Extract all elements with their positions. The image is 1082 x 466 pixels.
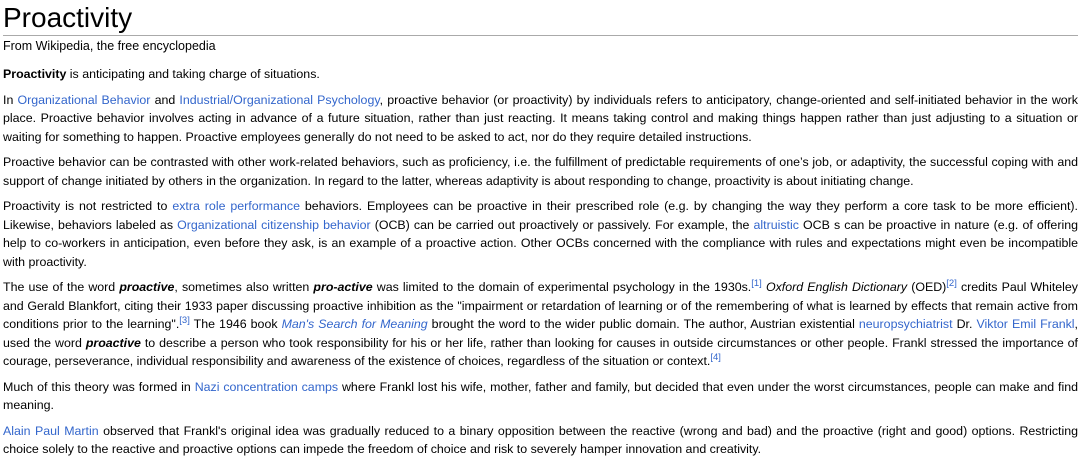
reference-marker — [710, 352, 721, 363]
wiki-link[interactable]: Alain Paul Martin — [3, 423, 99, 438]
reference-link[interactable]: [4] — [710, 351, 721, 363]
paragraph — [3, 91, 1078, 147]
wiki-link-italic[interactable]: Man's Search for Meaning — [281, 317, 428, 331]
text-run: is anticipating and taking charge of situations. — [66, 67, 320, 81]
text-run: , proactive behavior (or proactivity) by individuals refers to anticipatory, change-oriented and self-initiated behavior in the work place. Proactive behavior involves acting in advance of a future situation, rather than just reacting. It means taking control and making things happen rather than just adjusting to a situation or waiting for something to happen. Proactive employees generally do not need to be asked to act, nor do they require detailed instructions. — [3, 92, 1078, 144]
bold-italic-term: pro-active — [313, 280, 373, 294]
reference-marker — [751, 278, 762, 289]
paragraph — [3, 153, 1078, 190]
text-run: was limited to the domain of experimental psychology in the 1930s. — [372, 280, 752, 294]
text-run: (OED) — [907, 280, 947, 294]
text-run: brought the word to the wider public domain. The author, Austrian existential — [427, 317, 859, 331]
text-run: and — [150, 92, 180, 107]
text-run: Proactivity is not restricted to — [3, 199, 173, 213]
paragraph — [3, 197, 1078, 271]
text-run: observed that Frankl's original idea was gradually reduced to a binary opposition between the reactive (wrong and bad) and the proactive (right and good) options. Restricting choice solely to the reactive and proactive options can impede the freedom of choice and risk to severely hamper innovation and creativity. — [3, 423, 1078, 456]
text-run: Much of this theory was formed in — [3, 379, 195, 394]
text-run: The 1946 book — [189, 317, 282, 331]
page-title: Proactivity — [3, 0, 1078, 36]
wiki-link[interactable]: Nazi concentration camps — [194, 379, 339, 394]
wiki-link[interactable]: Viktor Emil Frankl — [976, 317, 1075, 331]
reference-link[interactable]: [3] — [179, 314, 190, 326]
text-run: (OCB) can be carried out proactively or passively. For example, the — [370, 217, 754, 232]
paragraph — [3, 278, 1078, 371]
bold-term: Proactivity — [3, 67, 67, 81]
text-run: In — [3, 92, 18, 107]
wiki-link[interactable]: neuropsychiatrist — [858, 317, 953, 331]
wiki-link[interactable]: Industrial/Organizational Psychology — [179, 92, 380, 107]
site-subtitle: From Wikipedia, the free encyclopedia — [3, 39, 216, 53]
wiki-link[interactable]: altruistic — [753, 217, 799, 232]
text-run: The use of the word — [3, 280, 120, 294]
reference-link[interactable]: [1] — [751, 277, 762, 289]
text-run: Dr. — [952, 317, 977, 331]
italic-title: Oxford English Dictionary — [765, 280, 908, 294]
article-body — [3, 65, 1078, 459]
reference-link[interactable]: [2] — [946, 277, 957, 289]
paragraph — [3, 65, 1078, 84]
reference-marker — [946, 278, 957, 289]
text-run: OCB s can be proactive in nature (e.g. of offering help to co-workers in anticipation, even before they ask, is an example of a proactive action. Other OCBs concerned with the compliance with rules and expectations might even be incompatible with proactivity. — [3, 217, 1078, 269]
text-run: Proactive behavior can be contrasted with other work-related behaviors, such as proficiency, i.e. the fulfillment of predictable requirements of one’s job, or adaptivity, the successful coping with and support of change initiated by others in the organization. In regard to the latter, whereas adaptivity is about responding to change, proactivity is about initiating change. — [3, 155, 1078, 188]
wiki-link[interactable]: extra role performance — [172, 199, 300, 213]
text-run: , used the word — [3, 317, 1078, 350]
text-run: credits Paul Whiteley and Gerald Blankfort, citing their 1933 paper discussing proactive inhibition as the "impairment or retardation of learning or of the remembering of what is learned by effects that remain active from conditions prior to the learning". — [3, 280, 1078, 331]
wiki-link[interactable]: Organizational Behavior — [17, 92, 151, 107]
wiki-link[interactable]: Organizational citizenship behavior — [177, 217, 371, 232]
paragraph — [3, 378, 1078, 415]
paragraph — [3, 422, 1078, 459]
reference-marker — [179, 315, 190, 326]
text-run: , sometimes also written — [174, 280, 314, 294]
bold-italic-term: proactive — [85, 335, 141, 350]
text-run: behaviors. Employees can be proactive in their prescribed role (e.g. by changing the way they perform a core task to be more efficient). Likewise, behaviors labeled as — [3, 199, 1078, 232]
text-run: to describe a person who took responsibility for his or her life, rather than looking for causes in outside circumstances or other people. Frankl stressed the importance of courage, perseverance, individual responsibility and awareness of the existence of choices, regardless of the situation or context. — [3, 335, 1078, 368]
text-run: where Frankl lost his wife, mother, father and family, but decided that even under the worst circumstances, people can make and find meaning. — [3, 379, 1078, 412]
bold-italic-term: proactive — [119, 280, 175, 294]
